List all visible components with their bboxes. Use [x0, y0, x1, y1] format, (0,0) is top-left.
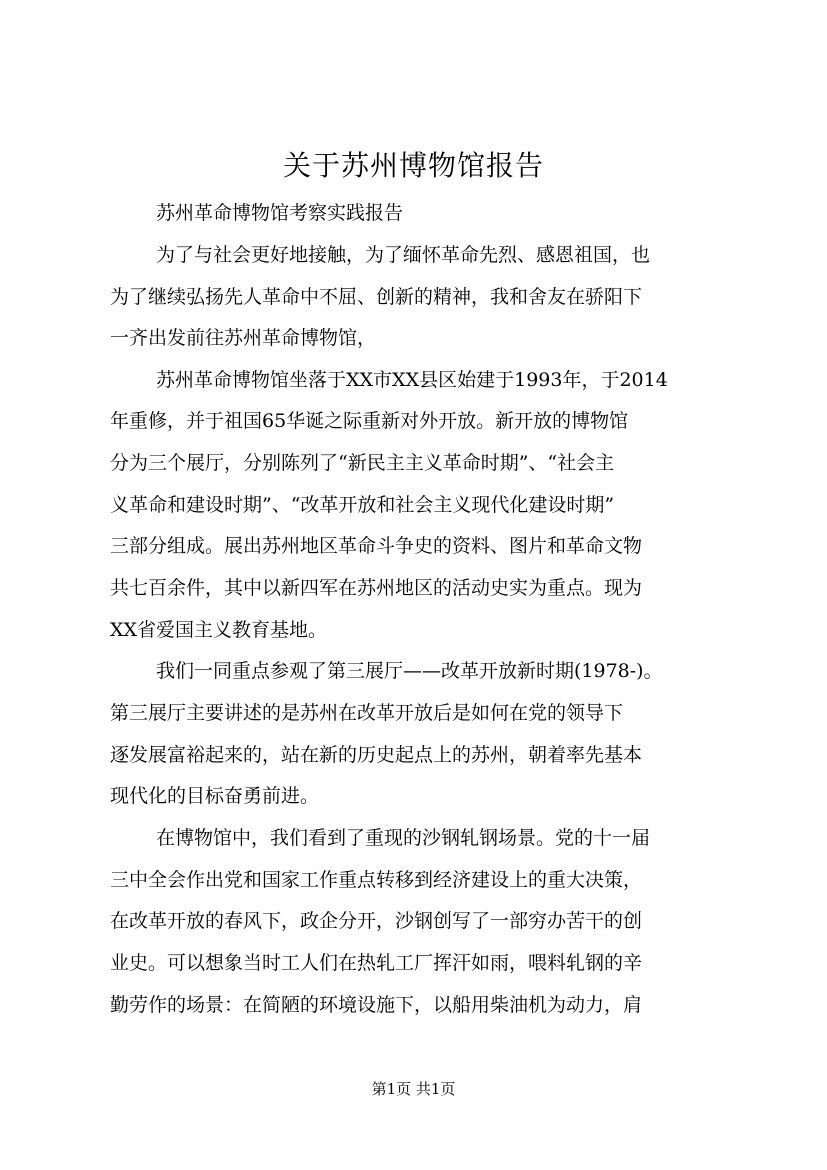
paragraph-line: 义革命和建设时期”、“改革开放和社会主义现代化建设时期” [110, 494, 615, 516]
paragraph-line: 逐发展富裕起来的，站在新的历史起点上的苏州，朝着率先基本 [110, 744, 643, 766]
paragraph-line: 为了继续弘扬先人革命中不屈、创新的精神，我和舍友在骄阳下 [110, 286, 643, 308]
paragraph-line: 共七百余件，其中以新四军在苏州地区的活动史实为重点。现为 [110, 577, 643, 599]
paragraph-line: 年重修，并于祖国65华诞之际重新对外开放。新开放的博物馆 [110, 410, 629, 432]
paragraph-line: 现代化的目标奋勇前进。 [110, 785, 320, 807]
paragraph-line: 为了与社会更好地接触，为了缅怀革命先烈、感恩祖国，也 [156, 244, 651, 266]
page-footer: 第1页 共1页 [371, 1080, 456, 1098]
paragraph-line: 在改革开放的春风下，政企分开，沙钢创写了一部穷办苦干的创 [110, 910, 643, 932]
subtitle-line: 苏州革命博物馆考察实践报告 [156, 202, 404, 224]
paragraph-line: 在博物馆中，我们看到了重现的沙钢轧钢场景。党的十一届 [156, 827, 651, 849]
paragraph-line: XX省爱国主义教育基地。 [110, 619, 328, 641]
paragraph-line: 三中全会作出党和国家工作重点转移到经济建设上的重大决策， [110, 869, 643, 891]
paragraph-line: 勤劳作的场景：在简陋的环境设施下，以船用柴油机为动力，肩 [110, 994, 643, 1016]
document-title: 关于苏州博物馆报告 [282, 149, 544, 182]
paragraph-line: 苏州革命博物馆坐落于XX市XX县区始建于1993年，于2014 [156, 369, 668, 391]
paragraph-line: 分为三个展厅，分别陈列了“新民主主义革命时期”、“社会主 [110, 452, 615, 474]
paragraph-line: 业史。可以想象当时工人们在热轧工厂挥汗如雨，喂料轧钢的辛 [110, 952, 643, 974]
paragraph-line: 我们一同重点参观了第三展厅——改革开放新时期(1978-)。 [156, 660, 663, 682]
paragraph-line: 一齐出发前往苏州革命博物馆， [110, 327, 377, 349]
paragraph-line: 第三展厅主要讲述的是苏州在改革开放后是如何在党的领导下 [110, 702, 624, 724]
paragraph-line: 三部分组成。展出苏州地区革命斗争史的资料、图片和革命文物 [110, 535, 643, 557]
